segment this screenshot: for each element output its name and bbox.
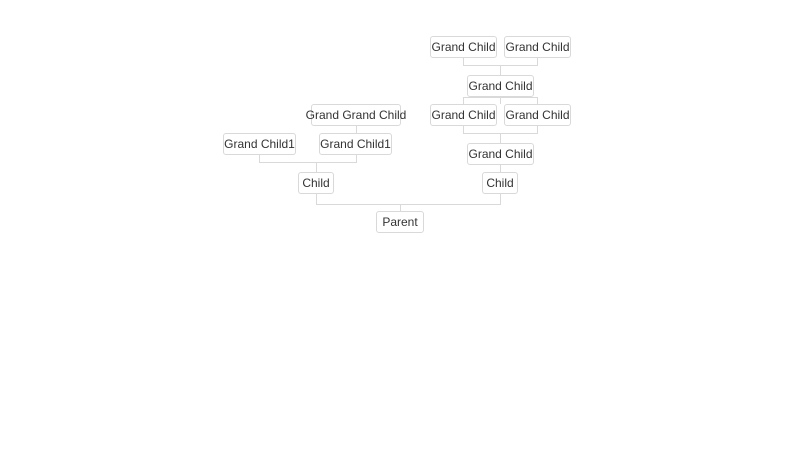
connector-line xyxy=(259,162,357,163)
connector-line xyxy=(463,58,464,65)
connector-line xyxy=(356,155,357,162)
connector-line xyxy=(356,126,357,133)
connector-line xyxy=(500,65,501,75)
diagram-node[interactable] xyxy=(223,133,296,155)
node-label: Grand Child xyxy=(468,147,533,161)
node-label: Parent xyxy=(382,215,418,229)
diagram-node[interactable] xyxy=(467,75,534,97)
diagram-node[interactable] xyxy=(467,143,534,165)
diagram-node[interactable] xyxy=(430,36,497,58)
connector-line xyxy=(259,155,260,162)
diagram-node[interactable] xyxy=(504,36,571,58)
diagram-node[interactable] xyxy=(430,104,497,126)
node-label: Grand Child xyxy=(431,40,496,54)
connector-line xyxy=(500,165,501,172)
diagram-node[interactable] xyxy=(376,211,424,233)
diagram-node[interactable] xyxy=(298,172,334,194)
node-label: Grand Child xyxy=(431,108,496,122)
node-label: Child xyxy=(302,176,330,190)
diagram-node[interactable] xyxy=(482,172,518,194)
connector-line xyxy=(537,58,538,65)
node-label: Grand Child xyxy=(505,108,570,122)
diagram-node[interactable] xyxy=(319,133,392,155)
node-label: Grand Child xyxy=(468,79,533,93)
connector-line xyxy=(463,97,464,104)
diagram-node[interactable] xyxy=(504,104,571,126)
node-label: Grand Grand Child xyxy=(305,108,407,122)
connector-line xyxy=(463,126,464,133)
connector-line xyxy=(316,194,317,204)
connector-line xyxy=(500,133,501,143)
connector-line xyxy=(500,97,501,104)
connector-line xyxy=(537,97,538,104)
diagram-node[interactable] xyxy=(305,104,407,126)
node-label: Grand Child xyxy=(505,40,570,54)
node-label: Grand Child1 xyxy=(320,137,391,151)
connector-line xyxy=(400,204,401,211)
node-label: Child xyxy=(486,176,514,190)
connector-line xyxy=(463,97,538,98)
connector-line xyxy=(500,194,501,204)
connector-line xyxy=(537,126,538,133)
node-label: Grand Child1 xyxy=(224,137,295,151)
connector-line xyxy=(316,162,317,172)
connector-line xyxy=(316,204,501,205)
